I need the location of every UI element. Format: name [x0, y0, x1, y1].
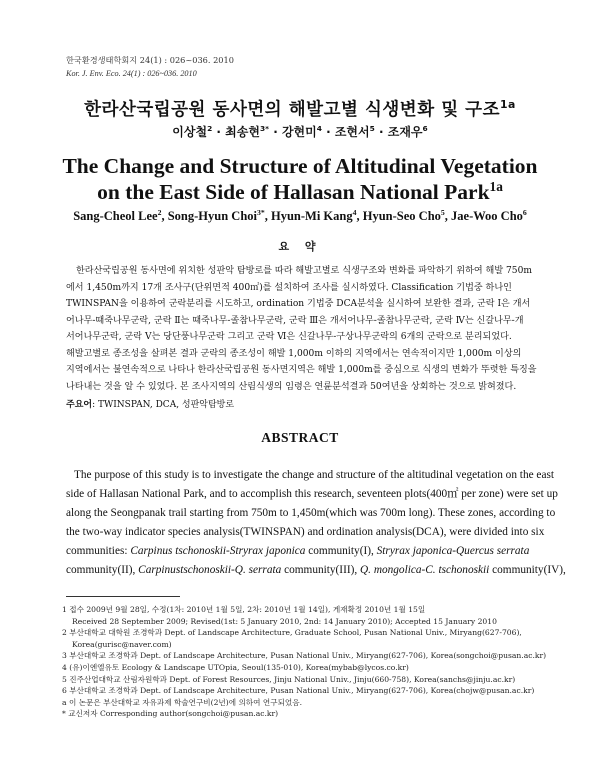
- korean-abstract-line: 지역에서는 불연속적으로 나타나 한라산국립공원 동사면지역은 해발 1,000m를 중심으로 식생의 변화가 뚜렷한 특징을: [66, 365, 537, 375]
- author-separator: ·: [212, 125, 226, 139]
- korean-abstract-line: 한라산국립공원 동사면에 위치한 성판악 탐방로를 따라 해발고별로 식생구조와 변화를 파악하기 위하여 해발 750m: [76, 266, 532, 276]
- author-separator: ,: [161, 209, 168, 223]
- english-abstract-line: [66, 466, 554, 485]
- author-separator: ,: [356, 209, 363, 223]
- author-affiliation-mark: 6: [422, 124, 428, 133]
- author-affiliation-mark: 3*: [257, 207, 265, 217]
- english-abstract-line: [66, 561, 566, 580]
- author-name-ko: 최송현: [225, 125, 260, 139]
- author-name-en: Sang-Cheol Lee: [73, 209, 158, 223]
- keywords-label: 주요어: [66, 400, 93, 410]
- title-english: [0, 153, 600, 205]
- korean-abstract-line: 에서 1,450m까지 17개 조사구(단위면적 400㎡)를 설치하여 조사를 실시하였다. Classification 기법중 하나인: [66, 282, 512, 293]
- abstract-text: community(III),: [281, 564, 361, 576]
- footnote-line: 5 진주산업대학교 산림자원학과 Dept. of Forest Resources, Jinju National Univ., Jinju(660-758), Korea(sanchs@jinju.ac.kr): [62, 674, 516, 684]
- species-name: Carpinustschonoskii-Q. serrata: [138, 564, 282, 576]
- journal-citation-ko: 한국환경생태학회지 24(1) : 026~036. 2010: [66, 55, 234, 65]
- footnote-divider: [66, 596, 180, 597]
- author-separator: ,: [444, 209, 452, 223]
- korean-abstract-line: 나타내는 것을 알 수 있었다. 본 조사지역의 산림식생의 임령은 연륜분석결과 50여년을 상회하는 것으로 밝혀졌다.: [66, 381, 517, 392]
- authors-korean: [0, 123, 600, 140]
- author-affiliation-mark: 2: [207, 124, 213, 133]
- english-abstract-line: [66, 485, 558, 504]
- author-name-en: Song-Hyun Choi: [167, 209, 257, 223]
- journal-header: [66, 54, 234, 80]
- title-english-note-mark: 1a: [489, 178, 503, 194]
- species-name: Carpinus tschonoskii-Stryrax japonica: [130, 545, 306, 557]
- species-name: Q. mongolica-C. tschonoskii: [360, 564, 490, 576]
- korean-abstract-line: TWINSPAN을 이용하여 군락분리를 시도하고, ordination 기법중 DCA분석을 실시하여 보완한 결과, 군락 Ⅰ은 개서: [66, 299, 531, 309]
- footnote-line: * 교신저자 Corresponding author(songchoi@pusan.ac.kr): [62, 709, 279, 719]
- author-affiliation-mark: 2: [157, 207, 162, 217]
- author-separator: ,: [264, 209, 271, 223]
- title-english-line2: [0, 179, 600, 205]
- english-abstract-line: [66, 542, 542, 561]
- abstract-text: community(IV),: [489, 564, 566, 576]
- author-affiliation-mark: 6: [522, 207, 527, 217]
- footnote-line: 1 접수 2009년 9월 28일, 수정(1차: 2010년 1월 5일, 2차: 2010년 1월 14일), 게재확정 2010년 1월 15일: [62, 605, 426, 614]
- footnote-line: 4 (유)이엔엘유토 Ecology & Landscape UTOpia, Seoul(135-010), Korea(mybab@lycos.co.kr): [62, 662, 409, 672]
- authors-english: [0, 209, 600, 224]
- author-separator: ·: [321, 125, 335, 139]
- author-separator: ·: [269, 125, 282, 139]
- title-english-line1: The Change and Structure of Altitudinal Vegetation: [62, 154, 538, 178]
- footnotes: [62, 604, 546, 720]
- footnote-line: 2 부산대학교 대학원 조경학과 Dept. of Landscape Architecture, Graduate School, Pusan National Univ., Miryang(627-706),: [62, 628, 522, 638]
- english-abstract-line: [66, 504, 556, 523]
- title-korean-text: 한라산국립공원 동사면의 해발고별 식생변화 및 구조: [84, 100, 500, 120]
- english-abstract-body: [66, 466, 566, 580]
- author-name-ko: 조재우: [387, 125, 423, 139]
- species-name: Stryrax japonica-Quercus serrata: [376, 545, 530, 557]
- author-name-ko: 조현서: [334, 125, 370, 139]
- abstract-text: side of Hallasan National Park, and to accomplish this research, seventeen plots(400㎡ per zone) were set up: [66, 488, 558, 500]
- author-name-ko: 강현미: [281, 125, 317, 139]
- abstract-text: community(II),: [66, 564, 139, 576]
- footnote-line: Received 28 September 2009; Revised(1st: 5 January 2010, 2nd: 14 January 2010); Accepted 15 January 2010: [72, 616, 497, 626]
- korean-abstract-body: [66, 263, 540, 395]
- footnote-line: 6 부산대학교 조경학과 Dept. of Landscape Architecture, Pusan National Univ., Miryang(627-706), Korea(chojw@pusan.ac.kr): [62, 686, 535, 696]
- author-affiliation-mark: 3*: [259, 124, 270, 133]
- abstract-text: the two-way indicator species analysis(TWINSPAN) and ordination analysis(DCA), were divided into six: [66, 526, 545, 538]
- journal-citation-en: Kor. J. Env. Eco. 24(1) : 026~036. 2010: [66, 69, 197, 78]
- korean-abstract-line: 서어나무군락, 군락 Ⅴ는 당단풍나무군락 그리고 군락 Ⅵ은 신갈나무-구상나무군락의 6개의 군락으로 분리되었다.: [66, 332, 512, 342]
- author-separator: ·: [374, 125, 388, 139]
- author-affiliation-mark: 5: [369, 124, 375, 133]
- abstract-text: communities:: [66, 545, 131, 557]
- author-affiliation-mark: 5: [440, 207, 445, 217]
- author-name-en: Jae-Woo Cho: [451, 209, 523, 223]
- keywords: [66, 397, 234, 410]
- author-name-en: Hyun-Seo Cho: [362, 209, 441, 223]
- author-name-ko: 이상철: [172, 125, 208, 139]
- english-abstract-line: [66, 523, 545, 542]
- korean-abstract-heading: 요 약: [278, 240, 322, 253]
- title-korean: [0, 96, 600, 121]
- keywords-text: : TWINSPAN, DCA, 성판악탐방로: [92, 400, 235, 410]
- title-english-line2-text: on the East Side of Hallasan National Park: [97, 180, 490, 204]
- footnote-line: Korea(gurisc@naver.com): [72, 639, 172, 649]
- footnote-line: 3 부산대학교 조경학과 Dept. of Landscape Architecture, Pusan National Univ., Miryang(627-706), Korea(songchoi@pusan.ac.kr): [62, 651, 547, 661]
- korean-abstract-line: 어나무-때죽나무군락, 군락 Ⅱ는 때죽나무-졸참나무군락, 군락 Ⅲ은 개서어나무-졸참나무군락, 군락 Ⅳ는 신갈나무-개: [66, 315, 524, 326]
- abstract-text: community(I),: [305, 545, 377, 557]
- abstract-heading: ABSTRACT: [261, 430, 339, 445]
- abstract-text: The purpose of this study is to investigate the change and structure of the altitudinal vegetation on the east: [74, 469, 554, 481]
- author-affiliation-mark: 4: [316, 124, 322, 133]
- author-name-en: Hyun-Mi Kang: [271, 209, 353, 223]
- author-affiliation-mark: 4: [352, 207, 357, 217]
- korean-abstract-line: 해발고별로 종조성을 살펴본 결과 군락의 종조성이 해발 1,000m 이하의 지역에서는 연속적이지만 1,000m 이상의: [66, 348, 522, 359]
- title-korean-note-mark: 1a: [500, 98, 516, 112]
- footnote-line: a 이 논문은 부산대학교 자유과제 학술연구비(2년)에 의하여 연구되었음.: [62, 697, 302, 707]
- abstract-text: along the Seongpanak trail starting from 750m to 1,450m(which was 700m long). These zones, according to: [66, 507, 556, 519]
